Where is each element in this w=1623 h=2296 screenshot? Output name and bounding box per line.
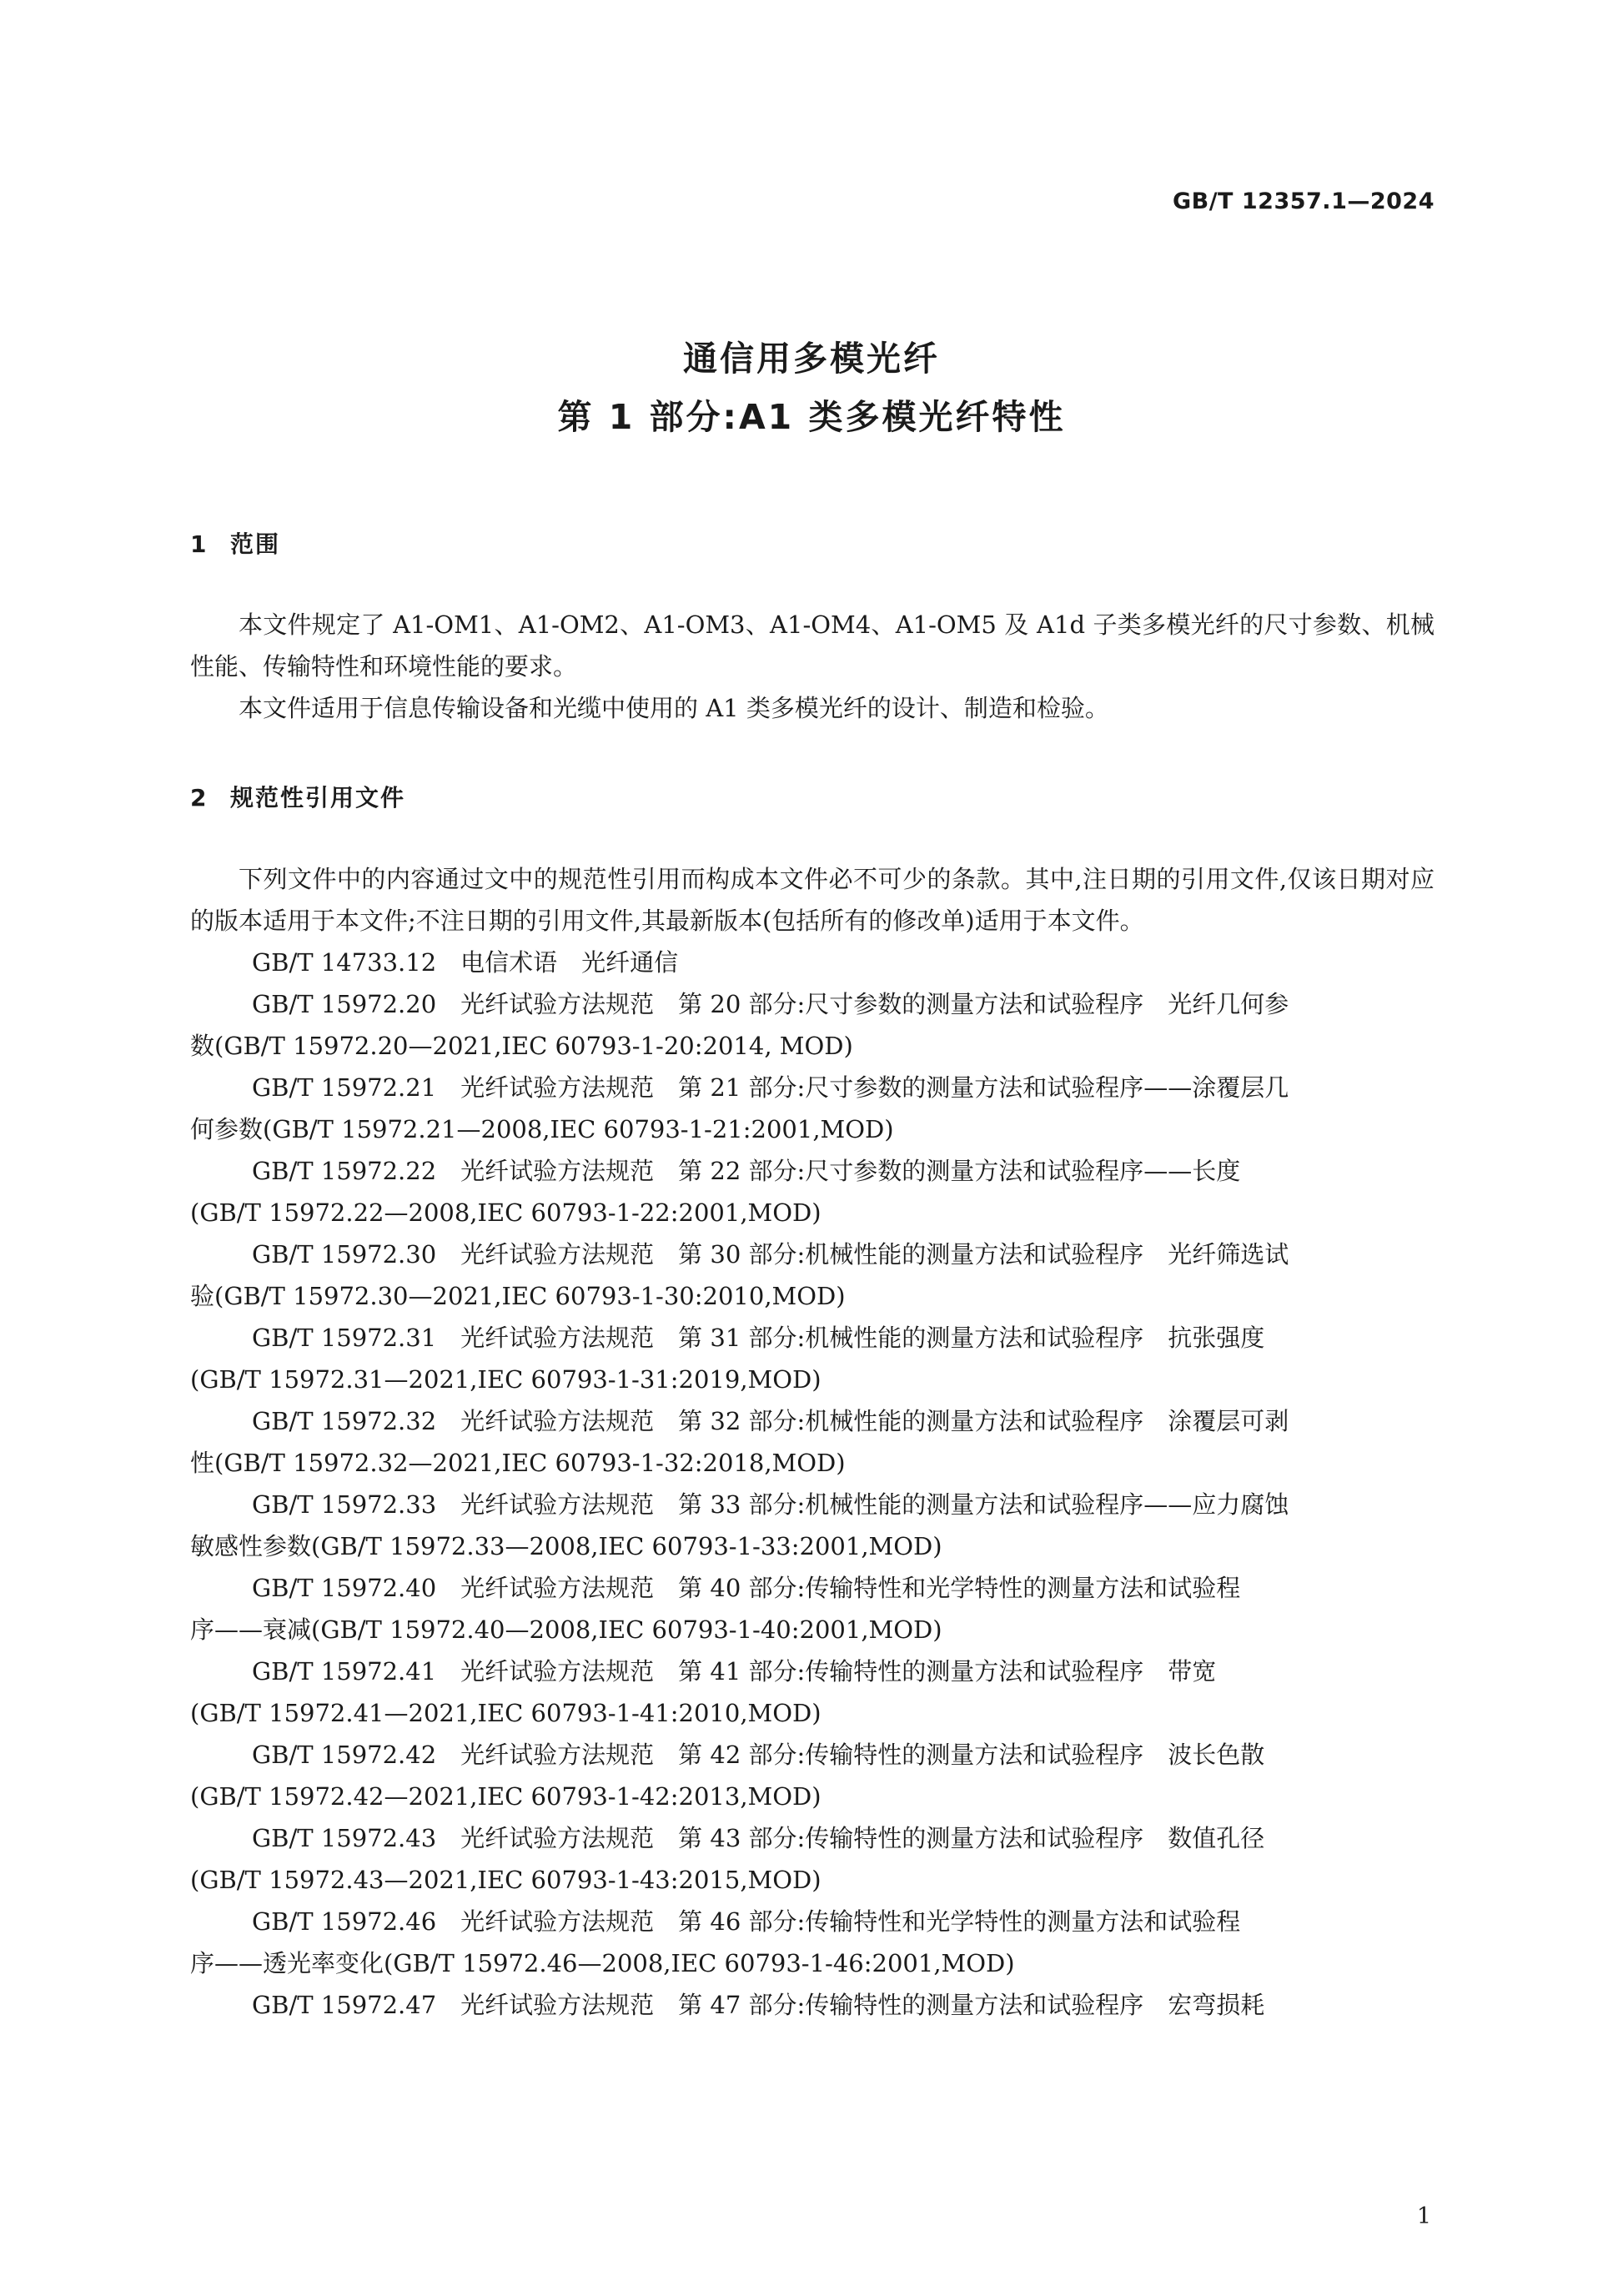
reference-line: GB/T 14733.12 电信术语 光纤通信 [252,948,679,977]
reference-item [190,1484,1435,1567]
reference-line: GB/T 15972.42 光纤试验方法规范 第 42 部分:传输特性的测量方法和试验程序 波长色散 [252,1741,1265,1769]
reference-line: GB/T 15972.33 光纤试验方法规范 第 33 部分:机械性能的测量方法和试验程序——应力腐蚀 [252,1490,1289,1519]
paragraph: 本文件规定了 A1-OM1、A1-OM2、A1-OM3、A1-OM4、A1-OM5 及 A1d 子类多模光纤的尺寸参数、机械性能、传输特性和环境性能的要求。 [190,610,1435,681]
reference-item [190,1150,1435,1233]
reference-continuation: 敏感性参数(GB/T 15972.33—2008,IEC 60793-1-33:2001,MOD) [190,1532,942,1560]
section-title: 规范性引用文件 [230,784,406,811]
reference-item [190,1817,1435,1901]
reference-item [190,1400,1435,1484]
reference-item [190,1734,1435,1817]
reference-line: GB/T 15972.41 光纤试验方法规范 第 41 部分:传输特性的测量方法和试验程序 带宽 [252,1657,1217,1686]
standard-number: GB/T 12357.1—2024 [1172,188,1435,214]
reference-line: GB/T 15972.30 光纤试验方法规范 第 30 部分:机械性能的测量方法和试验程序 光纤筛选试 [252,1240,1289,1269]
document-subtitle: 第 1 部分:A1 类多模光纤特性 [557,397,1066,437]
section-1-body [190,604,1435,729]
reference-continuation: (GB/T 15972.43—2021,IEC 60793-1-43:2015,MOD) [190,1866,822,1894]
reference-continuation: (GB/T 15972.41—2021,IEC 60793-1-41:2010,MOD) [190,1699,822,1727]
paragraph: 本文件适用于信息传输设备和光缆中使用的 A1 类多模光纤的设计、制造和检验。 [239,694,1109,722]
reference-item [190,1901,1435,1984]
reference-line: GB/T 15972.40 光纤试验方法规范 第 40 部分:传输特性和光学特性的测量方法和试验程 [252,1574,1241,1602]
section-2-heading [190,780,405,813]
reference-continuation: (GB/T 15972.31—2021,IEC 60793-1-31:2019,MOD) [190,1365,822,1394]
reference-continuation: (GB/T 15972.22—2008,IEC 60793-1-22:2001,MOD) [190,1198,822,1227]
reference-item [190,983,1435,1067]
reference-item [190,1984,1435,2026]
reference-line: GB/T 15972.21 光纤试验方法规范 第 21 部分:尺寸参数的测量方法和试验程序——涂覆层几 [252,1073,1289,1102]
section-2-body [190,858,1435,2026]
reference-item [190,1650,1435,1734]
reference-line: GB/T 15972.46 光纤试验方法规范 第 46 部分:传输特性和光学特性的测量方法和试验程 [252,1907,1241,1936]
reference-line: GB/T 15972.47 光纤试验方法规范 第 47 部分:传输特性的测量方法和试验程序 宏弯损耗 [252,1991,1265,2019]
reference-continuation: 数(GB/T 15972.20—2021,IEC 60793-1-20:2014, MOD) [190,1032,853,1060]
reference-item [190,1067,1435,1150]
section-number: 2 [190,784,209,811]
reference-list [190,942,1435,2026]
intro-paragraph: 下列文件中的内容通过文中的规范性引用而构成本文件必不可少的条款。其中,注日期的引用文件,仅该日期对应的版本适用于本文件;不注日期的引用文件,其最新版本(包括所有的修改单)适用于本文件。 [190,865,1435,935]
reference-line: GB/T 15972.43 光纤试验方法规范 第 43 部分:传输特性的测量方法和试验程序 数值孔径 [252,1824,1265,1852]
reference-continuation: (GB/T 15972.42—2021,IEC 60793-1-42:2013,MOD) [190,1782,822,1811]
reference-line: GB/T 15972.20 光纤试验方法规范 第 20 部分:尺寸参数的测量方法和试验程序 光纤几何参 [252,990,1289,1018]
reference-continuation: 何参数(GB/T 15972.21—2008,IEC 60793-1-21:2001,MOD) [190,1115,894,1143]
section-number: 1 [190,530,209,558]
page-number: 1 [1416,2203,1431,2229]
section-1-heading [190,526,280,560]
reference-item [190,1317,1435,1400]
document-title: 通信用多模光纤 [683,339,940,379]
reference-item [190,1567,1435,1650]
reference-continuation: 性(GB/T 15972.32—2021,IEC 60793-1-32:2018,MOD) [190,1449,846,1477]
reference-line: GB/T 15972.32 光纤试验方法规范 第 32 部分:机械性能的测量方法和试验程序 涂覆层可剥 [252,1407,1289,1435]
reference-line: GB/T 15972.31 光纤试验方法规范 第 31 部分:机械性能的测量方法和试验程序 抗张强度 [252,1324,1265,1352]
reference-item [190,1233,1435,1317]
reference-continuation: 序——衰减(GB/T 15972.40—2008,IEC 60793-1-40:2001,MOD) [190,1615,942,1644]
reference-continuation: 验(GB/T 15972.30—2021,IEC 60793-1-30:2010,MOD) [190,1282,846,1310]
section-title: 范围 [230,530,281,558]
reference-continuation: 序——透光率变化(GB/T 15972.46—2008,IEC 60793-1-46:2001,MOD) [190,1949,1015,1977]
reference-item [190,942,1435,983]
reference-line: GB/T 15972.22 光纤试验方法规范 第 22 部分:尺寸参数的测量方法和试验程序——长度 [252,1157,1241,1185]
